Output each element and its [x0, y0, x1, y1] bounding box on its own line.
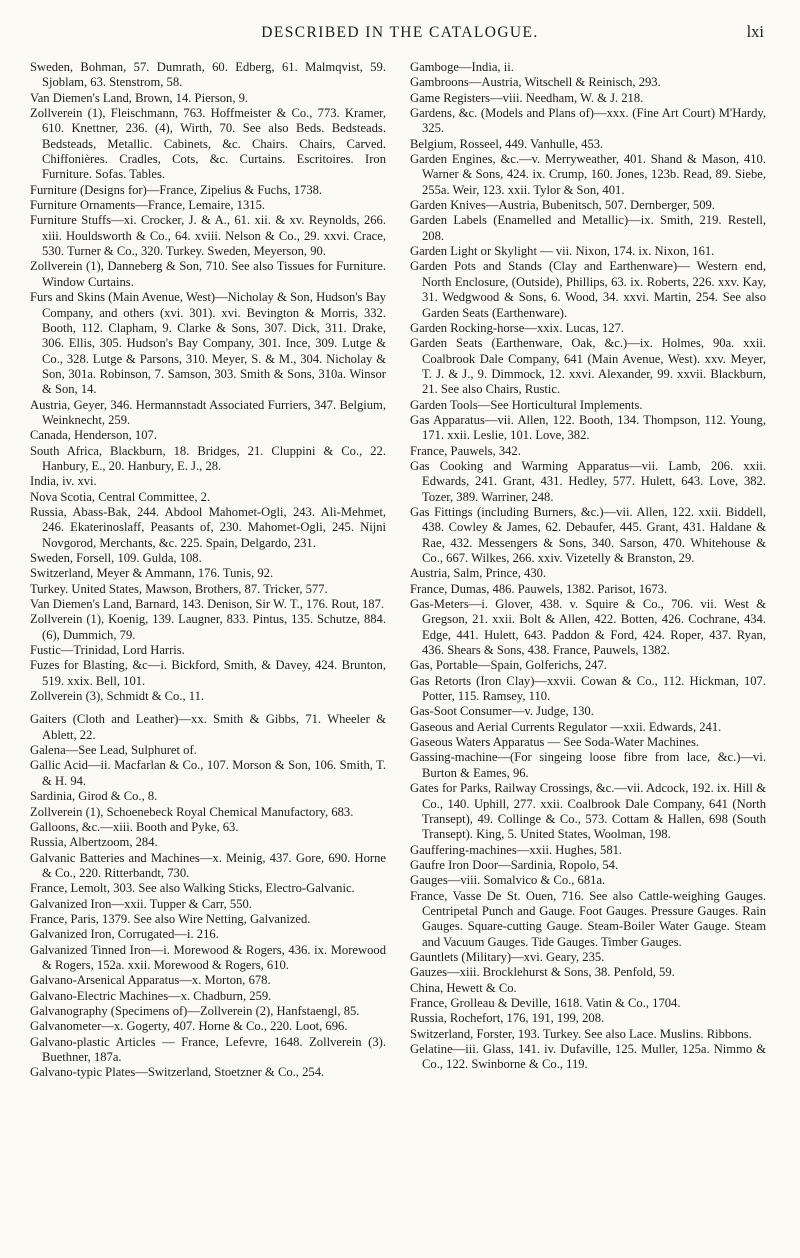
- index-entry: Sweden, Forsell, 109. Gulda, 108.: [30, 551, 202, 565]
- index-entry: Fuzes for Blasting, &c—i. Bickford, Smith, & Davey, 424. Brunton, 519. xxix. Bell, 101.: [30, 658, 386, 688]
- index-entry: Switzerland, Meyer & Ammann, 176. Tunis, 92.: [30, 566, 274, 581]
- index-entry: Gas-Soot Consumer—v. Judge, 130.: [410, 704, 594, 719]
- index-entry: Gelatine—iii. Glass, 141. iv. Dufaville, 125. Muller, 125a. Nimmo & Co., 122. Swinborne & Co., 119.: [410, 1042, 766, 1072]
- index-entry: Gates for Parks, Railway Crossings, &c.—vii. Adcock, 192. ix. Hill & Co., 140. Uphill, 277. xxii. Coalbrook Dale Company, 641 (North Transept), 49. Collinge & Co., 573. Cottam & Hallen, 698 (South Transept). King, 5. United States, Woolman, 198.: [410, 781, 766, 842]
- index-column-right: [410, 60, 766, 1073]
- index-entry: Gauntlets (Military)—xvi. Geary, 235.: [410, 949, 605, 964]
- index-column-left: [30, 60, 386, 1081]
- index-entry: South Africa, Blackburn, 18. Bridges, 21. Cluppini & Co., 22. Hanbury, E., 20. Hanbury, E. J., 28.: [30, 443, 386, 473]
- index-entry: Fustic—Trinidad, Lord Harris.: [30, 643, 185, 658]
- index-entry: Sardinia, Girod & Co., 8.: [30, 789, 158, 804]
- index-entry: Gassing-machine—(For singeing loose fibre from lace, &c.)—vi. Burton & Eames, 96.: [410, 750, 766, 780]
- index-entry: Garden Pots and Stands (Clay and Earthenware)— Western end, North Enclosure, (Outside), Phillips, 63. ix. Roberts, 226. xxv. Kay, 31. Wedgwood & Sons, 6. Wood, 34. xxvi. Martin, 254. See also Garden Seats (Earthenware).: [410, 259, 766, 320]
- index-entry: Galvanometer—x. Gogerty, 407. Horne & Co., 220. Loot, 696.: [30, 1019, 348, 1034]
- index-entry: Gas Retorts (Iron Clay)—xxvii. Cowan & Co., 112. Hickman, 107. Potter, 115. Ramsey, 110.: [410, 673, 766, 704]
- index-entry: Galvano-typic Plates—Switzerland, Stoetzner & Co., 254.: [30, 1065, 325, 1080]
- index-entry: Furniture (Designs for)—France, Zipelius & Fuchs, 1738.: [30, 182, 323, 197]
- page-header: [0, 20, 800, 48]
- index-entry: Russia, Abass-Bak, 244. Abdool Mahomet-Ogli, 243. Ali-Mehmet, 246. Ekaterinoslaff, Peasants of, 230. Mahomet-Ogli, 245. Nijni Novgorod, Merchants, &c. 225. Spain, Delgardo, 231.: [30, 504, 386, 550]
- index-entry: Sweden, Bohman, 57. Dumrath, 60. Edberg, 61. Malmqvist, 59. Sjoblam, 63. Stenstrom, 58.: [30, 60, 386, 90]
- index-entry: Galvanized Iron—xxii. Tupper & Carr, 550.: [30, 896, 252, 911]
- index-entry: Garden Seats (Earthenware, Oak, &c.)—ix. Holmes, 90a. xxii. Coalbrook Dale Company, 641 (Main Avenue, West). xxv. Meyer, T. J. & J., 9. Dimmock, 12. xxvi. Alexander, 99. xxvii. Blackburn, 21. See also Chairs, Rustic.: [410, 336, 766, 397]
- index-entry: Galvanography (Specimens of)—Zollverein (2), Hanfstaengl, 85.: [30, 1003, 360, 1018]
- index-entry: Gauges—viii. Somalvico & Co., 681a.: [410, 873, 606, 888]
- index-entry: France, Paris, 1379. See also Wire Netting, Galvanized.: [30, 911, 311, 926]
- index-entry: Gamboge—India, ii.: [410, 60, 514, 74]
- index-entry: Belgium, Rosseel, 449. Vanhulle, 453.: [410, 136, 604, 151]
- index-entry: Gambroons—Austria, Witschell & Reinisch, 293.: [410, 75, 661, 90]
- index-entry: France, Dumas, 486. Pauwels, 1382. Parisot, 1673.: [410, 581, 668, 596]
- index-entry: Zollverein (1), Danneberg & Son, 710. See also Tissues for Furniture. Window Curtains.: [30, 259, 386, 289]
- index-entry: Zollverein (1), Schoenebeck Royal Chemical Manufactory, 683.: [30, 804, 354, 819]
- index-entry: Gas Fittings (including Burners, &c.)—vii. Allen, 122. xxii. Biddell, 438. Cowley & James, 62. Debaufer, 445. Grant, 431. Haldane & Rae, 432. Messengers & Sons, 340. Sarson, 470. Whitehouse & Co., 667. Wilkes, 266. xxiv. Vizetelly & Branston, 29.: [410, 504, 766, 565]
- index-entry: Gauffering-machines—xxii. Hughes, 581.: [410, 842, 623, 857]
- index-entry: Switzerland, Forster, 193. Turkey. See also Lace. Muslins. Ribbons.: [410, 1026, 752, 1041]
- index-entry: Galvanized Tinned Iron—i. Morewood & Rogers, 436. ix. Morewood & Rogers, 152a. xxii. Morewood & Rogers, 610.: [30, 942, 386, 972]
- index-entry: Austria, Salm, Prince, 430.: [410, 566, 547, 581]
- index-entry: Galvanized Iron, Corrugated—i. 216.: [30, 927, 219, 942]
- index-entry: France, Lemolt, 303. See also Walking Sticks, Electro-Galvanic.: [30, 881, 355, 896]
- index-entry: Nova Scotia, Central Committee, 2.: [30, 489, 211, 504]
- index-entry: Gaufre Iron Door—Sardinia, Ropolo, 54.: [410, 857, 619, 872]
- index-entry: Garden Knives—Austria, Bubenitsch, 507. Dernberger, 509.: [410, 198, 715, 213]
- index-entry: Garden Engines, &c.—v. Merryweather, 401. Shand & Mason, 410. Warner & Sons, 424. ix. Crump, 160. Jones, 123b. Read, 89. Siebe, 255a. Weir, 123. xxii. Tylor & Son, 401.: [410, 152, 766, 197]
- index-entry: Furniture Ornaments—France, Lemaire, 1315.: [30, 198, 266, 213]
- index-entry: Zollverein (1), Fleischmann, 763. Hoffmeister & Co., 773. Kramer, 610. Knettner, 236. (4), Wirth, 70. See also Beds. Bedsteads. Bedsteads, Metallic. Cabinets, &c. Chairs. Chairs, Carved. Chiffonières. Cradles, Cots, &c. Curtains. Escritoires. Iron Furniture. Sofas. Tables.: [30, 106, 386, 182]
- index-entry: Zollverein (1), Koenig, 139. Laugner, 833. Pintus, 135. Schutze, 884. (6), Dummich, 79.: [30, 612, 386, 642]
- index-entry: India, iv. xvi.: [30, 474, 97, 489]
- index-entry: Galvanic Batteries and Machines—x. Meinig, 437. Gore, 690. Horne & Co., 220. Ritterbandt, 730.: [30, 850, 386, 880]
- index-entry: Garden Tools—See Horticultural Implements.: [410, 397, 643, 412]
- index-entry: Canada, Henderson, 107.: [30, 428, 157, 443]
- running-title: DESCRIBED IN THE CATALOGUE.: [261, 24, 539, 41]
- index-entry: Game Registers—viii. Needham, W. & J. 218.: [410, 90, 644, 105]
- index-entry: Galloons, &c.—xiii. Booth and Pyke, 63.: [30, 819, 239, 834]
- index-entry: Galvano-Arsenical Apparatus—x. Morton, 678.: [30, 973, 271, 988]
- index-entry: Turkey. United States, Mawson, Brothers, 87. Tricker, 577.: [30, 581, 328, 596]
- index-entry: Gas-Meters—i. Glover, 438. v. Squire & Co., 706. vii. West & Gregson, 21. xxii. Bolt & Allen, 422. Botten, 426. Cochrane, 434. Edge, 441. Hulett, 643. Paddon & Ford, 424. Roper, 437. Ryan, 436. Shears & Sons, 438. France, Pauwels, 1382.: [410, 597, 766, 658]
- index-entry: Gallic Acid—ii. Macfarlan & Co., 107. Morson & Son, 106. Smith, T. & H. 94.: [30, 758, 386, 788]
- index-entry: France, Pauwels, 342.: [410, 443, 521, 458]
- index-entry: Austria, Geyer, 346. Hermannstadt Associated Furriers, 347. Belgium, Weinknecht, 259.: [30, 397, 386, 427]
- index-entry: Gas Apparatus—vii. Allen, 122. Booth, 134. Thompson, 112. Young, 171. xxii. Leslie, 101. Love, 382.: [410, 412, 766, 443]
- index-entry: Garden Rocking-horse—xxix. Lucas, 127.: [410, 320, 625, 335]
- index-entry: Gas Cooking and Warming Apparatus—vii. Lamb, 206. xxii. Edwards, 241. Grant, 431. Hedley, 577. Hulett, 643. Love, 382. Tozer, 389. Warriner, 248.: [410, 458, 766, 504]
- index-entry: Garden Labels (Enamelled and Metallic)—ix. Smith, 219. Restell, 208.: [410, 213, 766, 243]
- index-entry: Russia, Albertzoom, 284.: [30, 835, 158, 850]
- index-entry: Galvano-plastic Articles — France, Lefevre, 1648. Zollverein (3). Buethner, 187a.: [30, 1034, 386, 1064]
- index-entry: Gauzes—xiii. Brocklehurst & Sons, 38. Penfold, 59.: [410, 965, 675, 980]
- index-entry: Galena—See Lead, Sulphuret of.: [30, 743, 197, 758]
- index-entry: France, Vasse De St. Ouen, 716. See also Cattle-weighing Gauges. Centripetal Punch and Gauge. Foot Gauges. Pressure Gauges. Rain Gauges. Square-cutting Gauge. Steam-Boiler Water Gauge. Steam and Vacuum Gauges. Tide Gauges. Timber Gauges.: [410, 888, 766, 949]
- index-entry: Gaseous Waters Apparatus — See Soda-Water Machines.: [410, 735, 700, 750]
- index-entry: Van Diemen's Land, Barnard, 143. Denison, Sir W. T., 176. Rout, 187.: [30, 597, 385, 612]
- index-entry: Galvano-Electric Machines—x. Chadburn, 259.: [30, 988, 272, 1003]
- index-entry: France, Grolleau & Deville, 1618. Vatin & Co., 1704.: [410, 995, 681, 1010]
- index-entry: China, Hewett & Co.: [410, 980, 517, 995]
- index-entry: Furs and Skins (Main Avenue, West)—Nicholay & Son, Hudson's Bay Company, and others (xvi. 301). xvi. Bevington & Morris, 332. Booth, 112. Clapham, 9. Clarke & Sons, 307. Dick, 311. Drake, 306. Ellis, 305. Hudson's Bay Company, 301. Ince, 309. Lutge & Co., 328. Lutge & Parsons, 310. Meyer, S. & M., 304. Nicholay & Son, 301a. Robinson, 7. Samson, 303. Smith & Sons, 310a. Winsor & Son, 14.: [30, 290, 386, 397]
- index-entry: [30, 704, 386, 712]
- index-entry: Gardens, &c. (Models and Plans of)—xxx. (Fine Art Court) M'Hardy, 325.: [410, 106, 766, 136]
- index-entry: Furniture Stuffs—xi. Crocker, J. & A., 61. xii. & xv. Reynolds, 266. xiii. Houldsworth & Co., 64. xviii. Nelson & Co., 29. xxvi. Crace, 530. Turner & Co., 320. Turkey. Sweden, Meyerson, 90.: [30, 213, 386, 259]
- page-number: lxi: [746, 22, 764, 41]
- index-entry: Zollverein (3), Schmidt & Co., 11.: [30, 689, 205, 704]
- index-entry: Russia, Rochefort, 176, 191, 199, 208.: [410, 1011, 605, 1026]
- index-entry: Gas, Portable—Spain, Golferichs, 247.: [410, 658, 607, 673]
- index-entry: Garden Light or Skylight — vii. Nixon, 174. ix. Nixon, 161.: [410, 244, 715, 259]
- index-entry: Gaiters (Cloth and Leather)—xx. Smith & Gibbs, 71. Wheeler & Ablett, 22.: [30, 712, 386, 742]
- index-entry: Gaseous and Aerial Currents Regulator —xxii. Edwards, 241.: [410, 719, 722, 734]
- index-entry: Van Diemen's Land, Brown, 14. Pierson, 9.: [30, 90, 249, 105]
